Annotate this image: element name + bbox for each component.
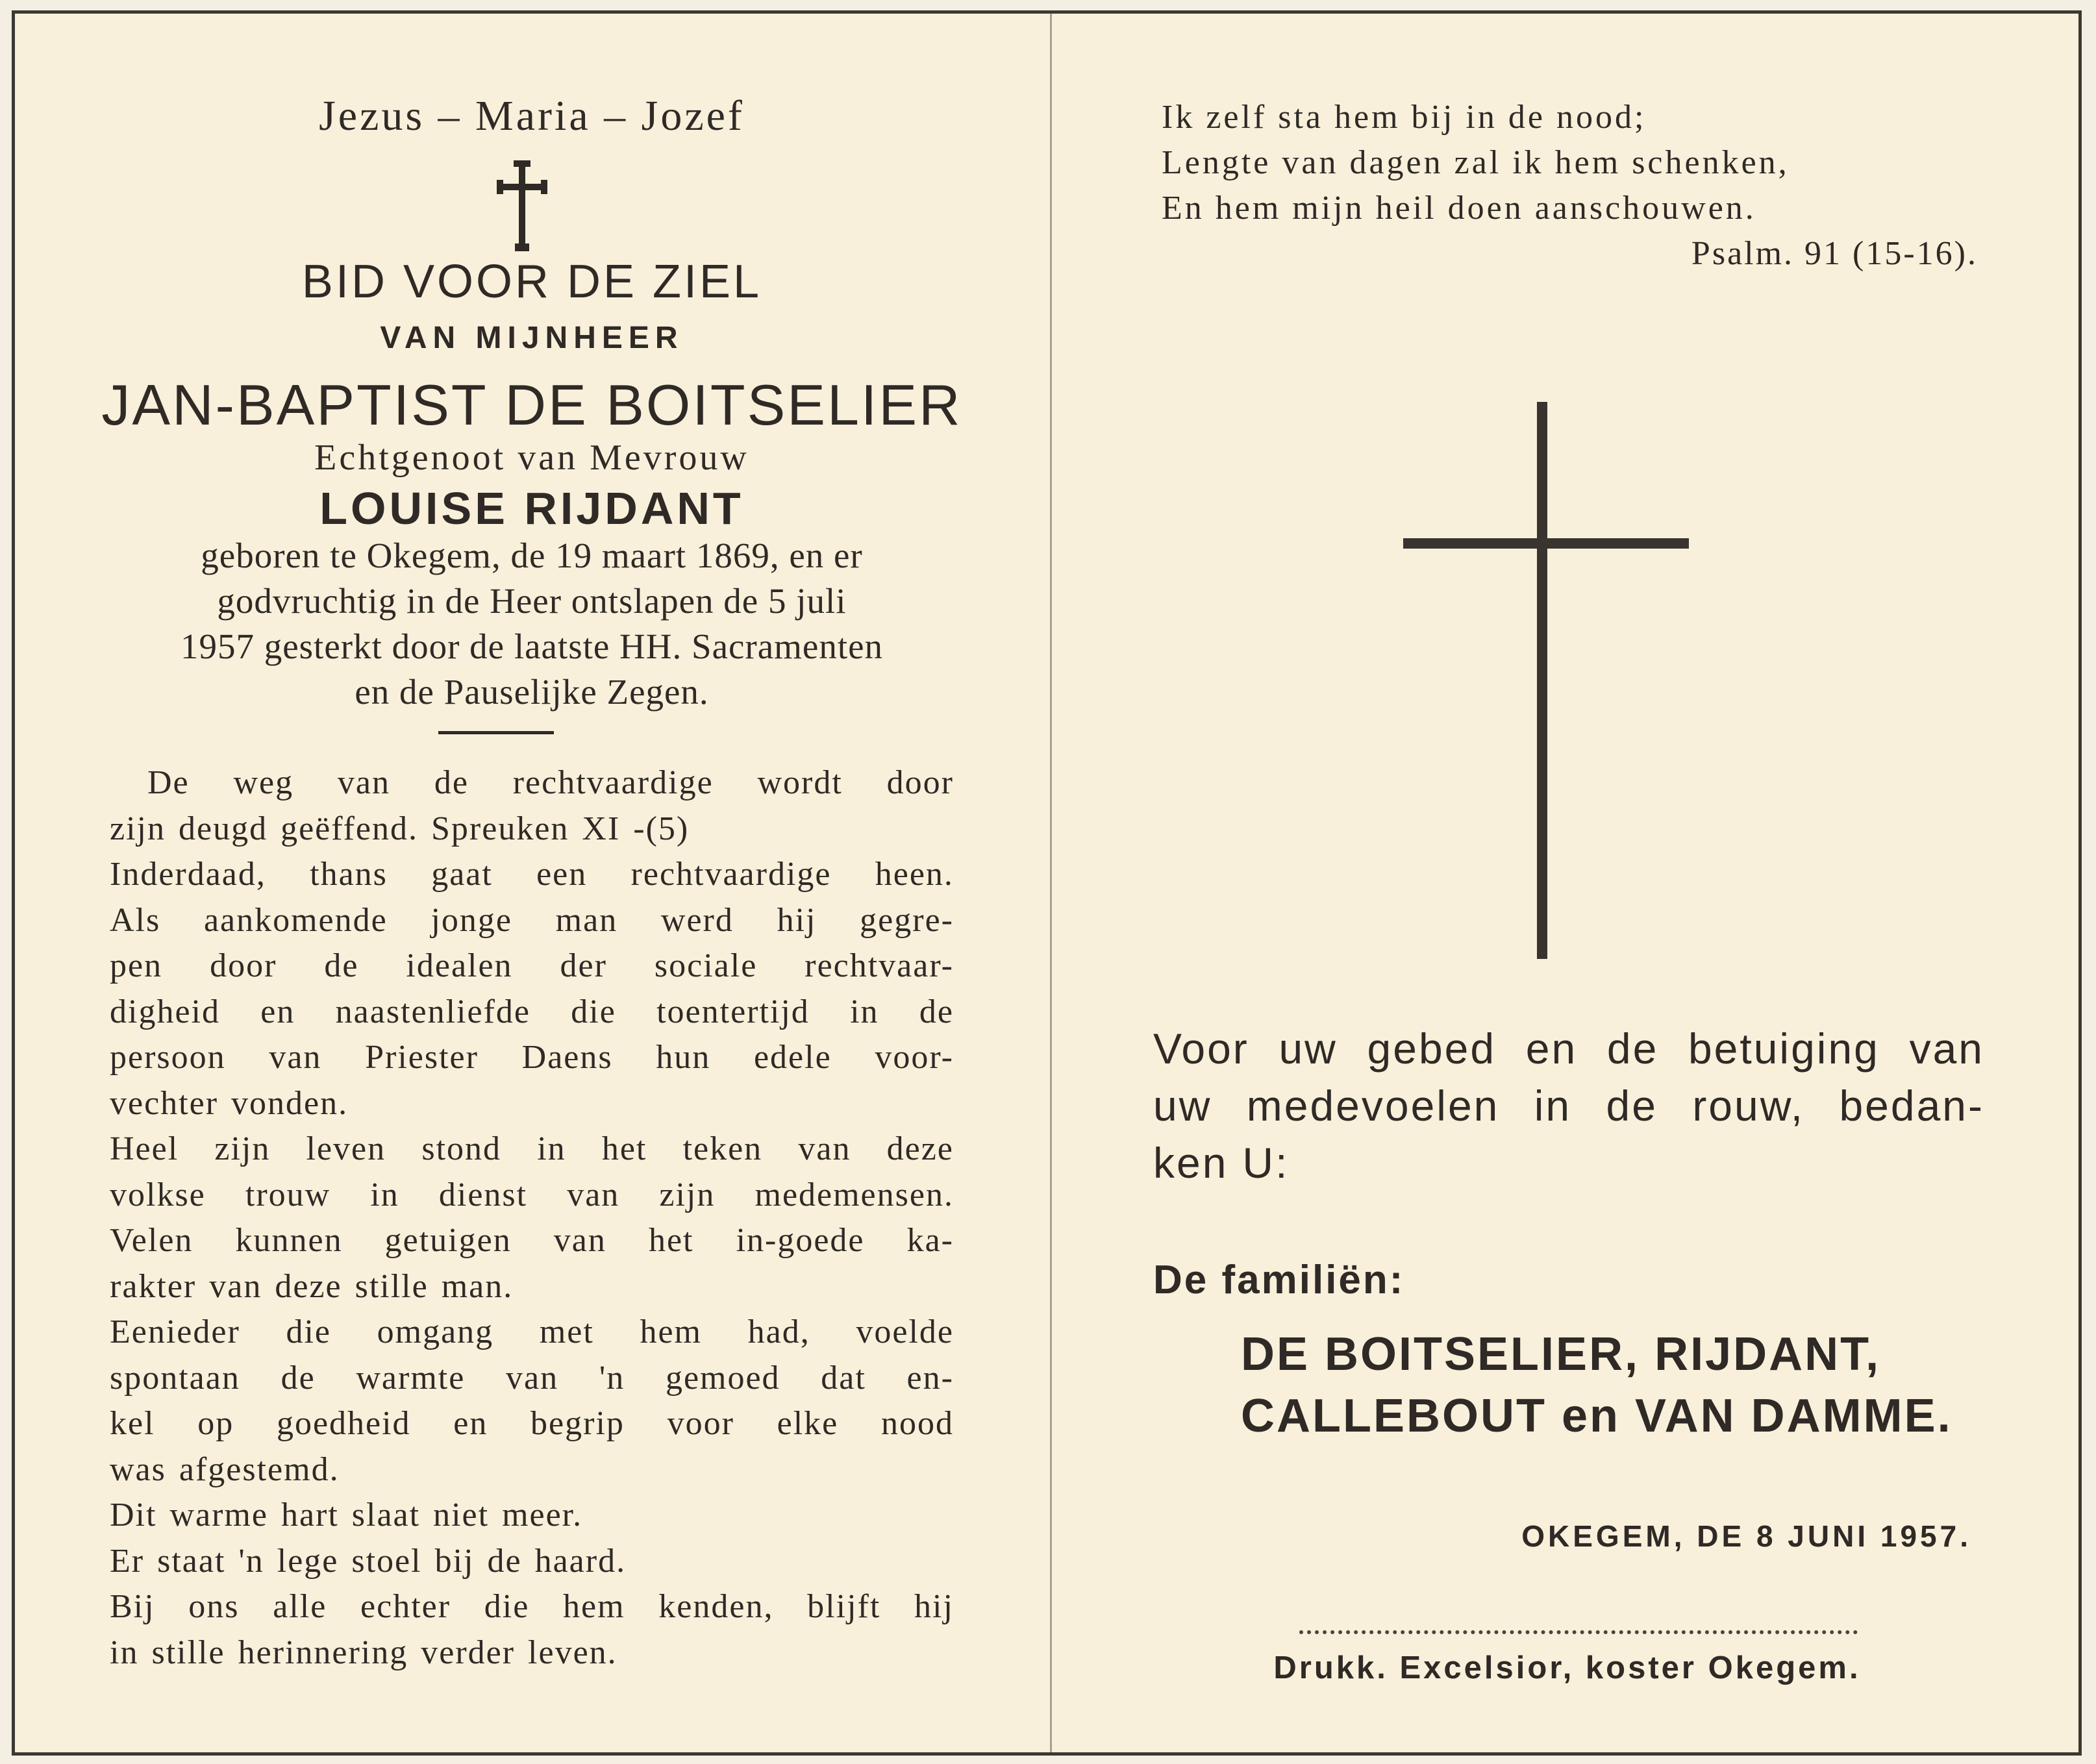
- text-word: herinnering: [238, 1634, 408, 1671]
- text-word: was: [110, 1450, 166, 1488]
- text-word: zijn: [214, 1130, 271, 1167]
- text-word: van: [553, 1222, 606, 1259]
- tribute-line: [110, 1035, 954, 1081]
- text-word: ons: [188, 1588, 240, 1625]
- tribute-line: [110, 1584, 954, 1630]
- family-name-line: CALLEBOUT en VAN DAMME.: [1241, 1390, 1953, 1442]
- text-word: heen.: [875, 856, 954, 893]
- text-word: dat: [821, 1359, 866, 1397]
- text-word: en: [260, 993, 295, 1030]
- text-word: in: [110, 1634, 139, 1671]
- text-word: Priester: [365, 1039, 479, 1076]
- left-panel: [15, 14, 1049, 1752]
- text-word: hun: [656, 1039, 711, 1076]
- text-word: aankomende: [203, 901, 388, 939]
- text-word: de: [324, 947, 359, 984]
- tribute-line: [110, 1401, 954, 1447]
- text-word: stoel: [351, 1542, 422, 1580]
- birth-death-details: [110, 533, 954, 715]
- text-word: bedan-: [1839, 1082, 1984, 1130]
- text-word: gegre-: [860, 901, 954, 939]
- prayer-heading: BID VOOR DE ZIEL: [301, 256, 762, 308]
- tribute-line: [110, 806, 954, 852]
- text-word: van: [269, 1039, 322, 1076]
- text-word: rakter: [110, 1267, 197, 1305]
- text-word: pen: [110, 947, 163, 984]
- text-word: de: [281, 1359, 316, 1397]
- text-word: deze: [275, 1267, 342, 1305]
- text-word: alle: [273, 1588, 327, 1625]
- printer-credit: Drukk. Excelsior, koster Okegem.: [1273, 1650, 1861, 1685]
- text-word: betuiging: [1688, 1025, 1880, 1073]
- text-word: volkse: [110, 1176, 206, 1213]
- text-word: idealen: [406, 947, 513, 984]
- text-word: Dit: [110, 1497, 157, 1534]
- text-word: gaat: [431, 856, 493, 893]
- text-word: der: [560, 947, 607, 984]
- text-word: Inderdaad,: [110, 856, 266, 893]
- invocation: Jezus – Maria – Jozef: [319, 92, 745, 140]
- text-word: in-goede: [736, 1222, 865, 1259]
- text-word: 'n: [238, 1542, 264, 1580]
- text-word: en: [453, 1405, 488, 1442]
- text-word: de: [919, 993, 954, 1030]
- dotted-rule: [1299, 1630, 1858, 1634]
- tribute-line: [110, 1539, 954, 1585]
- text-word: kel: [110, 1405, 155, 1442]
- text-word: hart: [281, 1497, 339, 1534]
- text-word: een: [536, 856, 588, 893]
- text-word: begrip: [530, 1405, 625, 1442]
- text-word: kunnen: [235, 1222, 343, 1259]
- text-word: dienst: [438, 1176, 528, 1213]
- text-word: door: [210, 947, 277, 984]
- text-word: werd: [660, 901, 734, 939]
- details-line: geboren te Okegem, de 19 maart 1869, en er: [201, 536, 863, 575]
- text-word: De: [147, 764, 190, 801]
- details-line: 1957 gesterkt door de laatste HH. Sacramenten: [180, 627, 884, 666]
- text-word: niet: [433, 1497, 490, 1534]
- text-word: die: [286, 1313, 331, 1350]
- text-word: door: [886, 764, 954, 801]
- details-line: godvruchtig in de Heer ontslapen de 5 juli: [217, 581, 847, 621]
- text-word: het: [601, 1130, 647, 1167]
- text-word: in: [1534, 1082, 1572, 1130]
- text-word: weg: [233, 764, 294, 801]
- text-word: vonden.: [231, 1084, 349, 1122]
- text-word: jonge: [430, 901, 512, 939]
- spouse-name: LOUISE RIJDANT: [319, 483, 744, 534]
- text-word: nood: [880, 1405, 954, 1442]
- text-word: spontaan: [110, 1359, 240, 1397]
- tribute-line: [110, 989, 954, 1036]
- tribute-line: [110, 760, 954, 806]
- text-word: blijft: [807, 1588, 881, 1625]
- text-word: staat: [157, 1542, 226, 1580]
- text-word: voelde: [856, 1313, 954, 1350]
- text-word: gebed: [1367, 1025, 1497, 1073]
- text-word: verder: [421, 1634, 516, 1671]
- tribute-line: [110, 852, 954, 898]
- text-word: warmte: [356, 1359, 466, 1397]
- text-word: stond: [421, 1130, 502, 1167]
- text-word: de: [434, 764, 469, 801]
- tribute-line: [110, 1356, 954, 1402]
- text-word: hij: [777, 901, 817, 939]
- text-word: de: [1606, 1025, 1659, 1073]
- text-word: die: [571, 993, 616, 1030]
- text-word: XI: [582, 810, 621, 847]
- text-word: Heel: [110, 1130, 179, 1167]
- family-name-line: DE BOITSELIER, RIJDANT,: [1241, 1328, 1881, 1380]
- thanks-line-3: [1153, 1134, 1984, 1191]
- text-word: meer.: [502, 1497, 583, 1534]
- text-word: teken: [682, 1130, 763, 1167]
- spouse-intro: Echtgenoot van Mevrouw: [314, 438, 749, 478]
- text-word: de: [1606, 1082, 1658, 1130]
- family-names: [1241, 1324, 1953, 1447]
- thanks-line-2: [1153, 1077, 1984, 1134]
- thanks-line-1: [1153, 1020, 1984, 1077]
- text-word: uw: [1279, 1025, 1338, 1073]
- tribute-line: [110, 943, 954, 989]
- text-word: geëffend.: [281, 810, 419, 847]
- text-word: met: [539, 1313, 594, 1350]
- text-word: kenden,: [658, 1588, 774, 1625]
- text-word: hem: [640, 1313, 702, 1350]
- text-word: Eenieder: [110, 1313, 240, 1350]
- title-line: VAN MIJNHEER: [380, 321, 684, 355]
- text-word: het: [648, 1222, 694, 1259]
- text-word: zijn: [110, 810, 166, 847]
- text-word: op: [197, 1405, 234, 1442]
- text-word: digheid: [110, 993, 220, 1030]
- psalm-line: Ik zelf sta hem bij in de nood;: [1162, 99, 1647, 136]
- text-word: man.: [441, 1267, 514, 1305]
- tribute-line: [110, 898, 954, 944]
- text-word: Spreuken: [431, 810, 569, 847]
- text-word: leven.: [528, 1634, 618, 1671]
- text-word: in: [370, 1176, 399, 1213]
- tribute-line: [110, 1310, 954, 1356]
- tribute-line: [110, 1126, 954, 1173]
- text-word: ka-: [906, 1222, 954, 1259]
- text-word: van: [798, 1130, 851, 1167]
- text-word: afgestemd.: [179, 1450, 340, 1488]
- text-word: gemoed: [665, 1359, 780, 1397]
- psalm-reference: Psalm. 91 (15-16).: [1691, 235, 1978, 272]
- text-word: warme: [169, 1497, 268, 1534]
- text-word: uw: [1153, 1082, 1212, 1130]
- tribute-line: [110, 1218, 954, 1264]
- section-divider: [438, 731, 554, 734]
- text-word: lege: [277, 1542, 339, 1580]
- text-word: naastenliefde: [335, 993, 530, 1030]
- text-word: en: [1525, 1025, 1578, 1073]
- text-word: man: [555, 901, 618, 939]
- text-word: 'n: [599, 1359, 625, 1397]
- text-word: toentertijd: [656, 993, 810, 1030]
- text-word: zijn: [659, 1176, 716, 1213]
- text-word: medevoelen: [1246, 1082, 1500, 1130]
- tribute-line: [110, 1630, 954, 1676]
- text-word: voor: [667, 1405, 734, 1442]
- text-word: bij: [434, 1542, 475, 1580]
- text-word: Als: [110, 901, 161, 939]
- text-word: ken: [1153, 1139, 1229, 1187]
- text-word: Er: [110, 1542, 145, 1580]
- text-word: rechtvaar-: [805, 947, 954, 984]
- text-word: rechtvaardige: [630, 856, 832, 893]
- psalm-line: Lengte van dagen zal ik hem schenken,: [1162, 144, 1790, 181]
- psalm-text: [1162, 95, 1790, 231]
- text-word: en-: [906, 1359, 954, 1397]
- right-panel: [1053, 14, 2082, 1752]
- text-word: leven: [306, 1130, 386, 1167]
- text-word: in: [537, 1130, 566, 1167]
- tribute-line: [110, 1173, 954, 1219]
- text-word: Voor: [1153, 1025, 1249, 1073]
- tribute-line: [110, 1081, 954, 1127]
- small-cross-icon: [494, 160, 550, 251]
- text-word: elke: [777, 1405, 839, 1442]
- text-word: van: [1909, 1025, 1984, 1073]
- text-word: Daens: [521, 1039, 613, 1076]
- text-word: van: [337, 764, 390, 801]
- text-word: haard.: [534, 1542, 627, 1580]
- text-word: echter: [360, 1588, 451, 1625]
- text-word: die: [484, 1588, 530, 1625]
- text-word: had,: [747, 1313, 810, 1350]
- place-date: OKEGEM, DE 8 JUNI 1957.: [1521, 1519, 1971, 1553]
- text-word: goedheid: [276, 1405, 411, 1442]
- text-word: van: [209, 1267, 262, 1305]
- text-word: hem: [563, 1588, 625, 1625]
- text-word: Bij: [110, 1588, 155, 1625]
- text-word: U:: [1242, 1139, 1290, 1187]
- families-label: De familiën:: [1153, 1258, 1405, 1302]
- psalm-line: En hem mijn heil doen aanschouwen.: [1162, 190, 1756, 227]
- text-word: deze: [886, 1130, 954, 1167]
- text-word: slaat: [351, 1497, 421, 1534]
- text-word: stille: [151, 1634, 225, 1671]
- text-word: rouw,: [1692, 1082, 1805, 1130]
- tribute-line: [110, 1493, 954, 1539]
- memorial-card: [12, 10, 2082, 1756]
- text-word: voor-: [875, 1039, 954, 1076]
- tribute-text: [110, 760, 954, 1676]
- text-word: getuigen: [384, 1222, 512, 1259]
- text-word: wordt: [757, 764, 843, 801]
- tribute-line: [110, 1447, 954, 1493]
- text-word: persoon: [110, 1039, 226, 1076]
- text-word: rechtvaardige: [512, 764, 714, 801]
- text-word: stille: [355, 1267, 429, 1305]
- text-word: medemensen.: [755, 1176, 954, 1213]
- text-word: thans: [310, 856, 388, 893]
- text-word: hij: [914, 1588, 954, 1625]
- deceased-name: JAN-BAPTIST DE BOITSELIER: [101, 373, 962, 437]
- text-word: vechter: [110, 1084, 219, 1122]
- text-word: -(5): [633, 810, 690, 847]
- text-word: van: [506, 1359, 559, 1397]
- text-word: van: [567, 1176, 620, 1213]
- text-word: edele: [753, 1039, 832, 1076]
- tribute-line: [110, 1264, 954, 1310]
- text-word: sociale: [654, 947, 758, 984]
- card-fold: [1050, 14, 1052, 1752]
- text-word: omgang: [377, 1313, 494, 1350]
- text-word: deugd: [178, 810, 268, 847]
- details-line: en de Pauselijke Zegen.: [355, 672, 709, 712]
- text-word: Velen: [110, 1222, 193, 1259]
- text-word: trouw: [245, 1176, 331, 1213]
- thanks-text: [1153, 1020, 1984, 1191]
- text-word: de: [487, 1542, 522, 1580]
- text-word: in: [850, 993, 879, 1030]
- large-cross-icon: [1403, 402, 1689, 959]
